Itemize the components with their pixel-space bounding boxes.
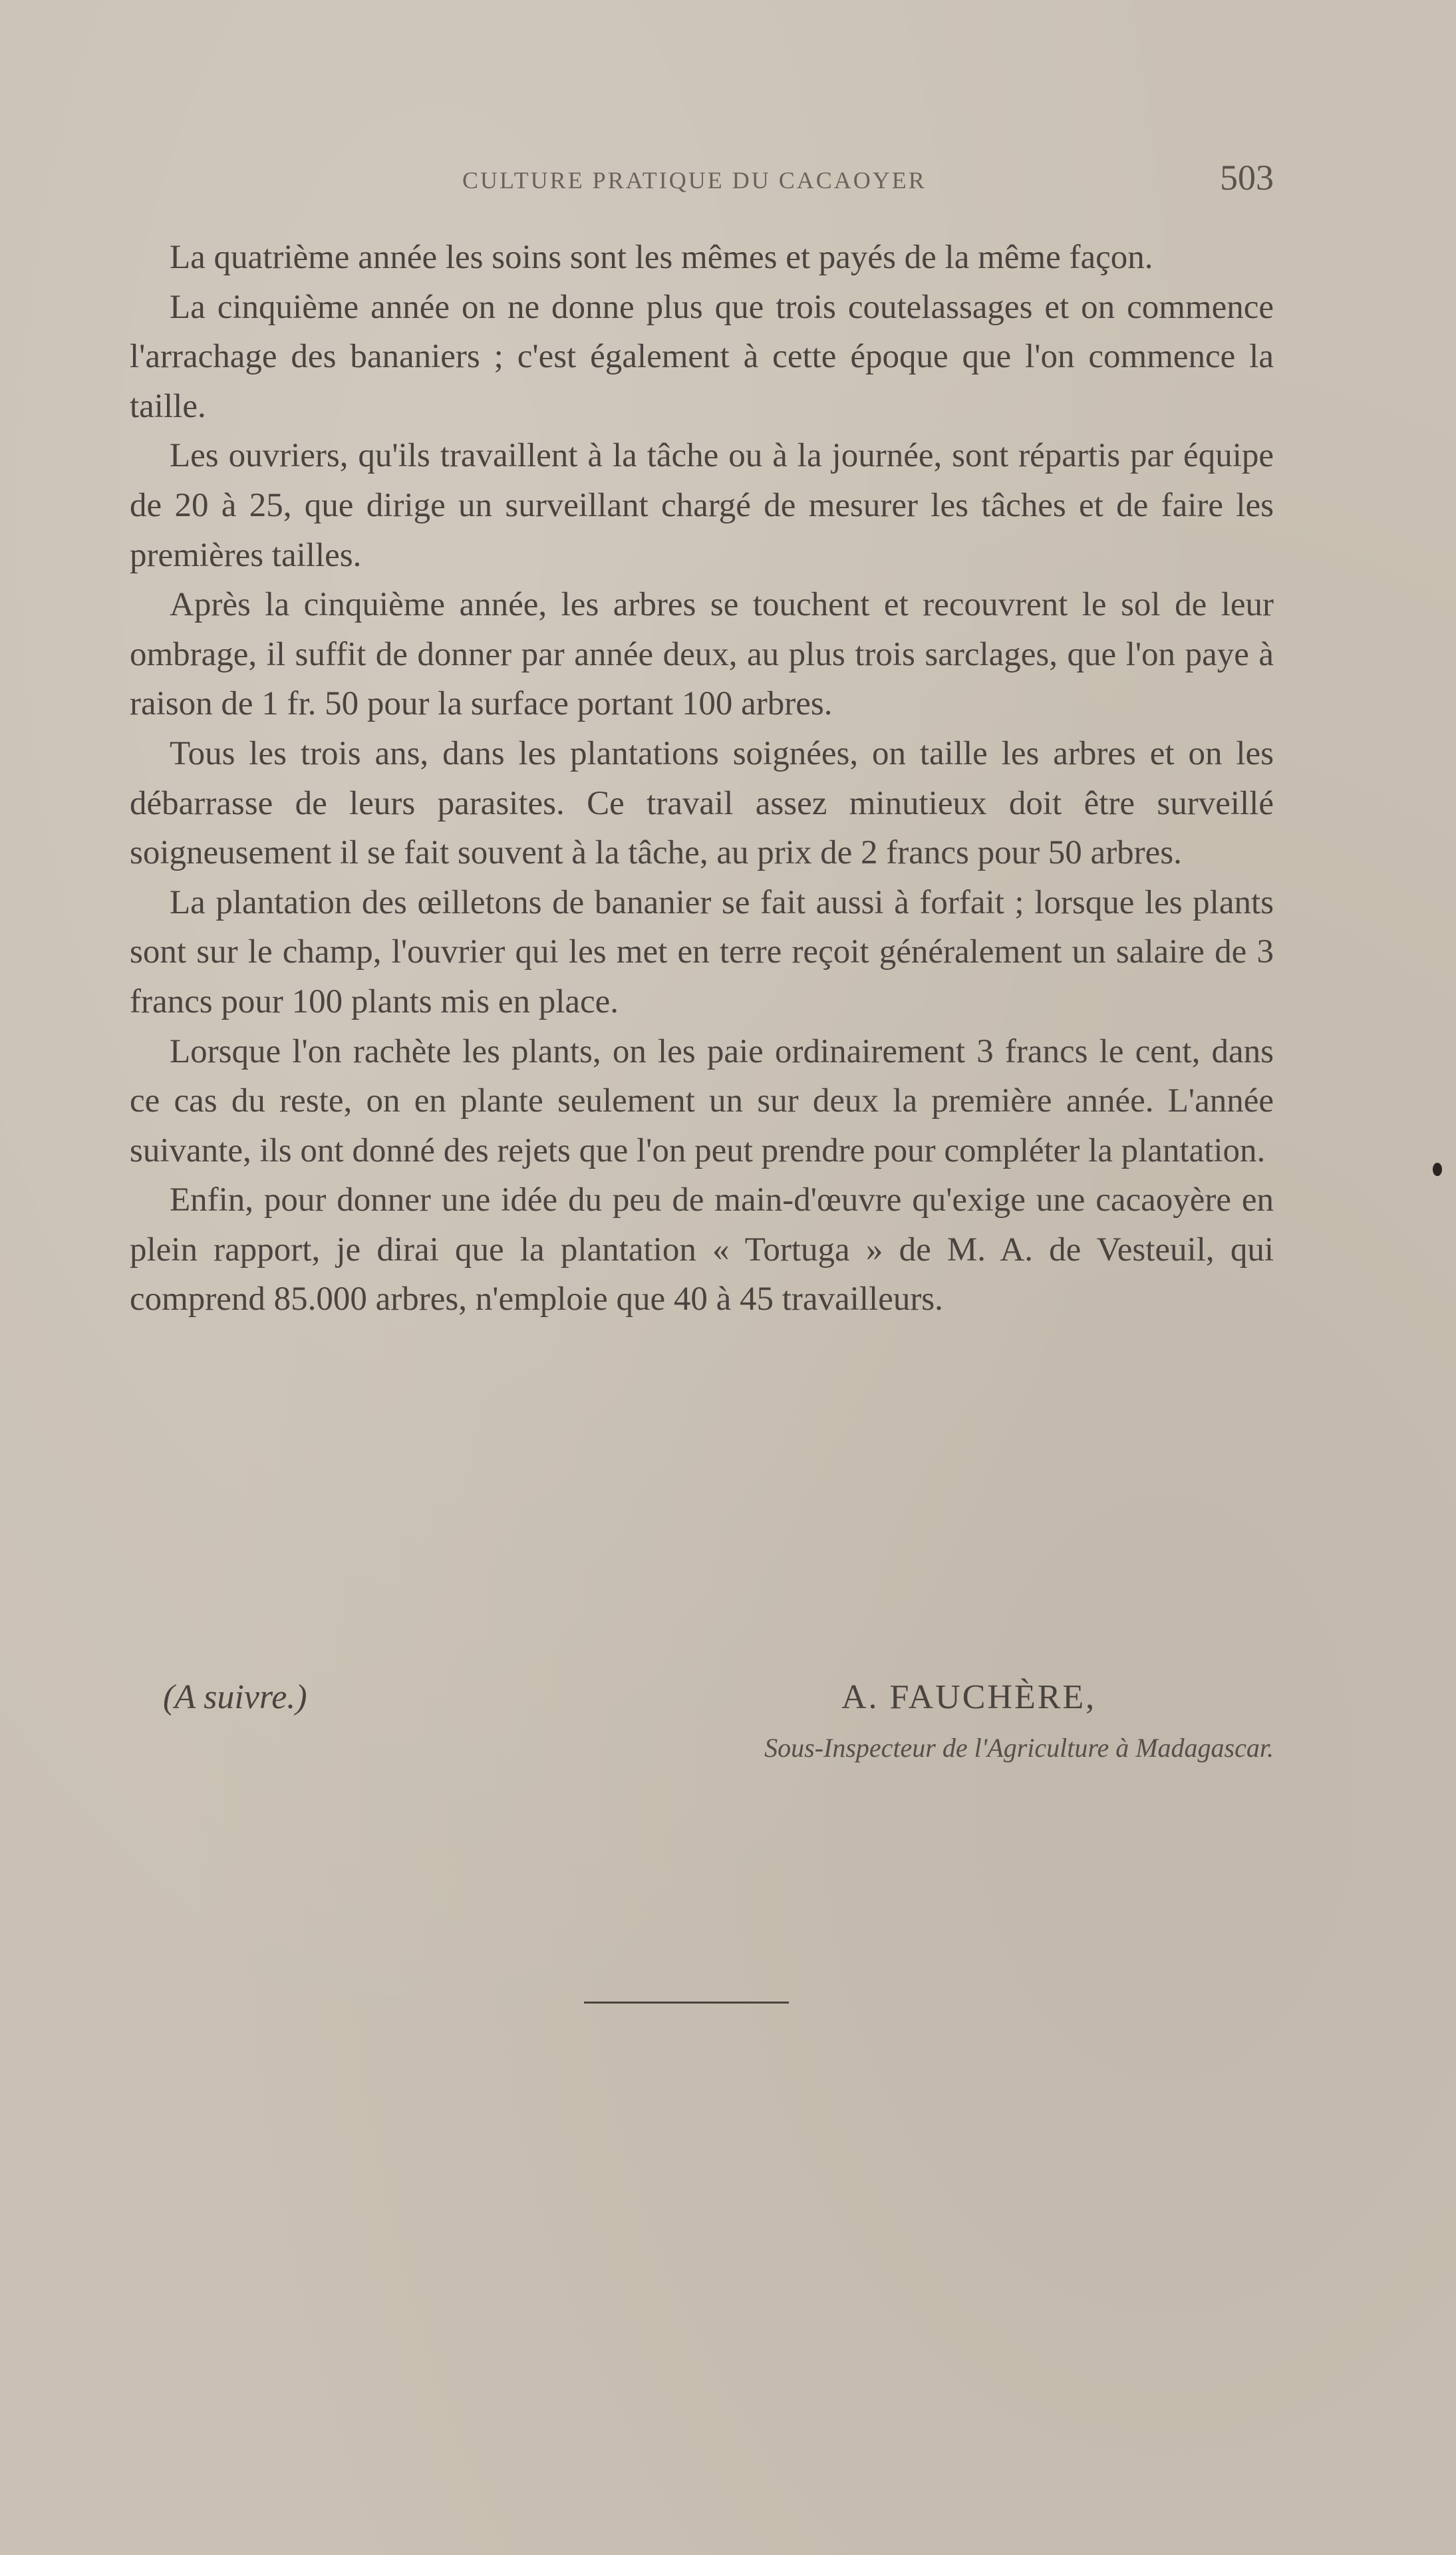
paragraph-fifth-year: La cinquième année on ne donne plus que trois coutelassages et on commence l'arrachage des bananiers ; c'est également à cette époque que l'on commence la taille. <box>130 288 1274 425</box>
ink-speck <box>1433 1163 1442 1176</box>
body-text <box>130 233 1274 1324</box>
paragraph-labour-estimate: Enfin, pour donner une idée du peu de main-d'œuvre qu'exige une cacaoyère en plein rapport, je dirai que la plantation « Tortuga » de M. A. de Vesteuil, qui comprend 85.000 arbres, n'emploie que 40 à 45 travailleurs. <box>130 1181 1274 1318</box>
author-title: Sous-Inspecteur de l'Agriculture à Madagascar. <box>764 1733 1274 1763</box>
author-name: A. FAUCHÈRE, <box>841 1678 1097 1716</box>
paragraph-pruning: Tous les trois ans, dans les plantations soignées, on taille les arbres et on les débarrasse de leurs parasites. Ce travail assez minutieux doit être surveillé soigneusement il se fait souvent à la tâche, au prix de 2 francs pour 50 arbres. <box>130 734 1274 872</box>
paragraph-fourth-year: La quatrième année les soins sont les mêmes et payés de la même façon. <box>170 239 1153 276</box>
paragraph-after-fifth-year: Après la cinquième année, les arbres se touchent et recouvrent le sol de leur ombrage, il suffit de donner par année deux, au plus trois sarclages, que l'on paye à raison de 1 fr. 50 pour la surface portant 100 arbres. <box>130 586 1274 723</box>
to-be-continued: (A suivre.) <box>163 1678 307 1716</box>
paragraph-banana-planting: La plantation des œilletons de bananier se fait aussi à forfait ; lorsque les plants sont sur le champ, l'ouvrier qui les met en terre reçoit généralement un salaire de 3 francs pour 100 plants mis en place. <box>130 883 1274 1020</box>
signature-block <box>130 1678 1274 1777</box>
page-number: 503 <box>1220 158 1274 198</box>
paragraph-buying-plants: Lorsque l'on rachète les plants, on les paie ordinairement 3 francs le cent, dans ce cas du reste, on en plante seulement un sur deux la première année. L'année suivante, ils ont donné des rejets que l'on peut prendre pour compléter la plantation. <box>130 1032 1274 1169</box>
running-head <box>130 157 1274 204</box>
running-title: CULTURE PRATIQUE DU CACAOYER <box>462 167 927 194</box>
paragraph-workers: Les ouvriers, qu'ils travaillent à la tâche ou à la journée, sont répartis par équipe de 20 à 25, que dirige un surveillant chargé de mesurer les tâches et de faire les premières tailles. <box>130 437 1274 574</box>
end-rule <box>584 2002 789 2004</box>
